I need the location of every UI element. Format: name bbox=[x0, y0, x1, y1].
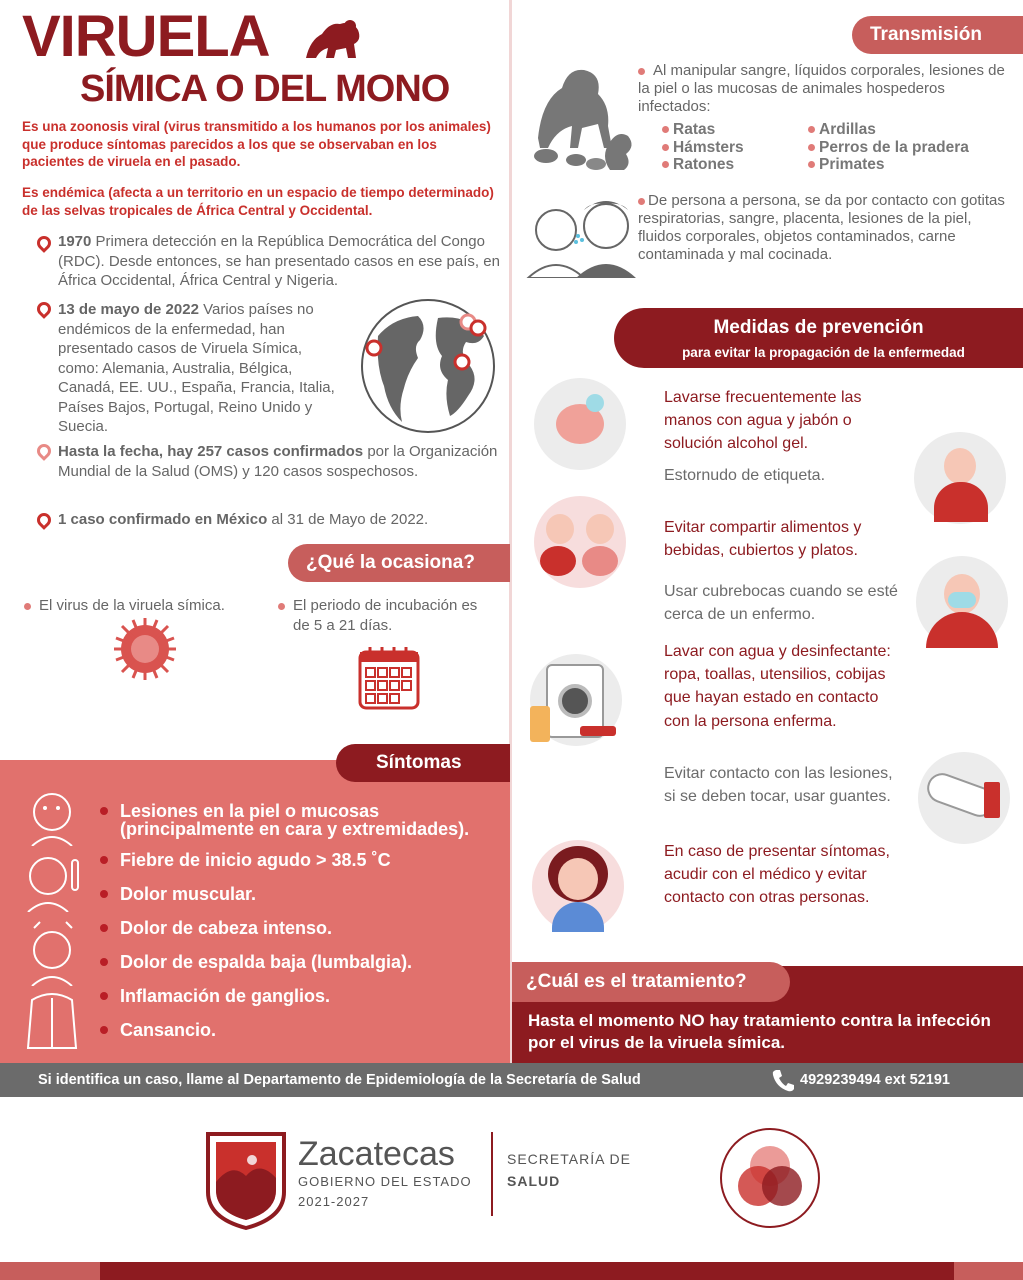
symptoms-list bbox=[100, 802, 500, 1049]
logo-divider bbox=[491, 1132, 493, 1216]
symptom-item: Lesiones en la piel o mucosas (principalmente en cara y extremidades). bbox=[100, 802, 500, 838]
virus-icon bbox=[100, 618, 190, 680]
prevention-title: Medidas de prevención bbox=[713, 317, 924, 338]
face-fever-icon bbox=[26, 852, 82, 912]
symptom-item: Dolor muscular. bbox=[100, 885, 500, 903]
timeline-item-mexico: 1 caso confirmado en México al 31 de Mayo de 2022. bbox=[58, 511, 429, 528]
phone-icon bbox=[770, 1067, 796, 1093]
prevention-no-sharing: Evitar compartir alimentos y bebidas, cubiertos y platos. bbox=[664, 519, 862, 560]
body-pain-icon bbox=[24, 988, 80, 1052]
prevention-laundry: Lavar con agua y desinfectante: ropa, toallas, utensilios, cobijas que hayan estado en contacto con la persona enferma. bbox=[664, 643, 891, 730]
logo-secretaria: SECRETARÍA DE bbox=[507, 1151, 631, 1167]
footer-contact-bar bbox=[0, 1063, 1023, 1097]
transmission-animals-text: Al manipular sangre, líquidos corporales, lesiones de la piel o las mucosas de animales hospederos infectados: bbox=[638, 62, 1005, 115]
washing-machine-icon bbox=[530, 654, 622, 746]
animal-item: Ratones bbox=[662, 155, 734, 175]
prevention-handwash: Lavarse frecuentemente las manos con agua y jabón o solución alcohol gel. bbox=[664, 389, 862, 453]
animal-item: Primates bbox=[808, 155, 884, 175]
pin-cases-icon bbox=[34, 441, 54, 461]
prevention-subtitle: para evitar la propagación de la enfermedad bbox=[682, 345, 965, 360]
timeline-item-cases: Hasta la fecha, hay 257 casos confirmados por la Organización Mundial de la Salud (OMS) y 120 casos sospechosos. bbox=[58, 443, 498, 480]
people-sneezing-icon bbox=[526, 196, 636, 278]
face-headache-icon bbox=[28, 920, 80, 986]
prevention-gloves: Evitar contacto con las lesiones, si se deben tocar, usar guantes. bbox=[664, 765, 893, 806]
prevention-sneeze: Estornudo de etiqueta. bbox=[664, 467, 826, 484]
sharing-food-icon bbox=[534, 496, 626, 588]
timeline-item-may-2022: 13 de mayo de 2022 Varios países no endémicos de la enfermedad, han presentado casos de Viruela Símica, como: Alemania, Australia, Bélgica, Canadá, EE. UU., España, Francia, Italia, Países Bajos, Portugal, Reino Unido y Suecia. bbox=[58, 301, 335, 435]
cause-tab: ¿Qué la ocasiona? bbox=[288, 544, 510, 582]
animal-item: Perros de la pradera bbox=[808, 138, 969, 158]
animal-item: Hámsters bbox=[662, 138, 744, 158]
transmission-tab: Transmisión bbox=[852, 16, 1023, 54]
prevention-mask: Usar cubrebocas cuando se esté cerca de un enfermo. bbox=[664, 583, 898, 624]
footer-phone: 4929239494 ext 52191 bbox=[800, 1072, 950, 1088]
title-line1: VIRUELA bbox=[22, 4, 270, 69]
bottom-stripe bbox=[0, 1262, 1023, 1280]
sick-person-icon bbox=[532, 840, 624, 932]
world-globe-icon bbox=[358, 296, 498, 436]
animal-item: Ratas bbox=[662, 120, 715, 140]
symptom-item: Inflamación de ganglios. bbox=[100, 987, 500, 1005]
cause-item-incubation: El periodo de incubación es de 5 a 21 días. bbox=[278, 596, 498, 635]
monkey-icon bbox=[300, 12, 364, 64]
timeline-item-1970: 1970 Primera detección en la República Democrática del Congo (RDC). Desde entonces, se han presentado casos en ese país, en África Occidental, África Central y Nigeria. bbox=[58, 233, 500, 289]
intro-paragraph-2: Es endémica (afecta a un territorio en un espacio de tiempo determinado) de las selvas tropicales de África Central y Occidental. bbox=[22, 185, 494, 218]
bottom-stripe-accent-right bbox=[954, 1262, 1023, 1280]
pin-2022-icon bbox=[34, 299, 54, 319]
cause-item-virus: El virus de la viruela símica. bbox=[24, 596, 274, 616]
prevention-see-doctor: En caso de presentar síntomas, acudir con el médico y evitar contacto con otras personas. bbox=[664, 843, 890, 907]
zacatecas-shield-logo bbox=[206, 1132, 286, 1230]
animal-item: Ardillas bbox=[808, 120, 876, 140]
symptom-item: Dolor de cabeza intenso. bbox=[100, 919, 500, 937]
face-lesions-icon bbox=[28, 788, 76, 846]
pin-mexico-icon bbox=[34, 510, 54, 530]
health-services-seal-logo bbox=[718, 1126, 822, 1230]
symptom-item: Cansancio. bbox=[100, 1021, 500, 1039]
logo-gov-name: GOBIERNO DEL ESTADO bbox=[298, 1174, 472, 1189]
treatment-tab: ¿Cuál es el tratamiento? bbox=[512, 962, 790, 1002]
symptom-item: Dolor de espalda baja (lumbalgia). bbox=[100, 953, 500, 971]
handwash-icon bbox=[534, 378, 626, 470]
logo-years: 2021-2027 bbox=[298, 1194, 370, 1209]
sneeze-person-icon bbox=[914, 432, 1006, 524]
gloves-icon bbox=[918, 752, 1010, 844]
pin-1970-icon bbox=[34, 233, 54, 253]
prevention-header bbox=[614, 308, 1023, 368]
bottom-stripe-accent-left bbox=[0, 1262, 100, 1280]
symptom-item: Fiebre de inicio agudo > 38.5 ˚C bbox=[100, 851, 500, 869]
transmission-person-text: De persona a persona, se da por contacto con gotitas respiratorias, sangre, placenta, lesiones de la piel, fluidos corporales, objetos contaminados, carne contaminada y mal cocinada. bbox=[638, 192, 1005, 263]
treatment-text: Hasta el momento NO hay tratamiento contra la infección por el virus de la viruela símica. bbox=[528, 1011, 991, 1053]
footer-contact-text: Si identifica un caso, llame al Departamento de Epidemiología de la Secretaría de Salud bbox=[38, 1072, 641, 1088]
animals-icon bbox=[528, 60, 636, 172]
mask-person-icon bbox=[916, 556, 1008, 648]
title-line2: SÍMICA O DEL MONO bbox=[80, 68, 450, 110]
intro-paragraph-1: Es una zoonosis viral (virus transmitido a los humanos por los animales) que produce síntomas parecidos a los que se observaban en los pacientes de viruela en el pasado. bbox=[22, 119, 491, 170]
calendar-icon bbox=[358, 646, 420, 710]
logo-salud: SALUD bbox=[507, 1173, 561, 1189]
symptoms-tab: Síntomas bbox=[336, 744, 510, 782]
logo-state-name: Zacatecas bbox=[298, 1135, 455, 1173]
